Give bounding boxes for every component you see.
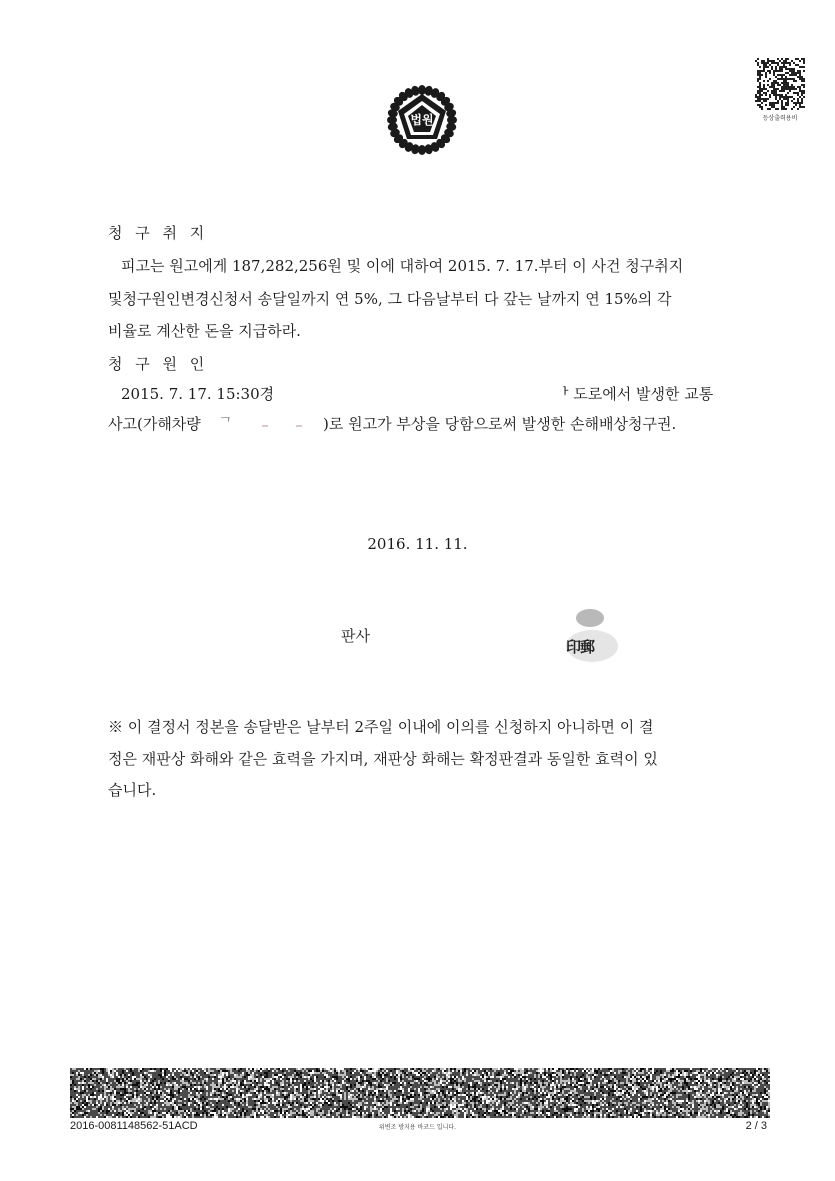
claim-purpose-heading: 청 구 취 지 — [108, 224, 209, 242]
claim-purpose-line-2: 및청구원인변경신청서 송달일까지 연 5%, 그 다음날부터 다 갚는 날까지 연 15%의 각 — [108, 290, 672, 308]
redaction-mark — [262, 425, 268, 427]
claim-cause-line-2-start: 사고(가해차량 — [108, 415, 201, 433]
claim-cause-line-1-start: 2015. 7. 17. 15:30경 — [121, 385, 275, 403]
document-code: 2016-0081148562-51ACD — [70, 1120, 198, 1132]
judge-seal-text: 印郵 — [566, 638, 595, 656]
notice-line-2: 정은 재판상 화해와 같은 효력을 가지며, 재판상 화해는 확정판결과 동일한 효력이 있 — [108, 750, 658, 768]
claim-purpose-line-1: 피고는 원고에게 187,282,256원 및 이에 대하여 2015. 7. 17.부터 이 사건 청구취지 — [121, 257, 684, 275]
claim-purpose-line-3: 비율로 계산한 돈을 지급하라. — [108, 322, 301, 340]
notice-line-1: ※ 이 결정서 정본을 송달받은 날부터 2주일 이내에 이의를 신청하지 아니하면 이 결 — [108, 718, 654, 736]
judge-label: 판사 — [341, 627, 370, 645]
qr-label: 등상출력용비 — [762, 115, 798, 122]
emblem-label: 법원 — [410, 112, 434, 127]
claim-cause-line-2-end: )로 원고가 부상을 당함으로써 발생한 손해배상청구권. — [323, 415, 677, 433]
decision-date: 2016. 11. 11. — [367, 535, 468, 553]
redaction-mark — [296, 425, 302, 427]
anti-forgery-barcode — [70, 1068, 770, 1118]
claim-cause-line-2-partial: ᄀ — [218, 415, 233, 433]
page-number: 2 / 3 — [745, 1120, 767, 1132]
notice-line-3: 습니다. — [108, 781, 157, 799]
claim-cause-line-1-end: ᅡ 도로에서 발생한 교통 — [554, 385, 714, 403]
claim-cause-heading: 청 구 원 인 — [108, 355, 209, 373]
barcode-note: 위변조 방지용 바코드 입니다. — [378, 1124, 457, 1131]
qr-code-icon — [755, 58, 805, 110]
court-emblem-icon — [383, 82, 461, 160]
